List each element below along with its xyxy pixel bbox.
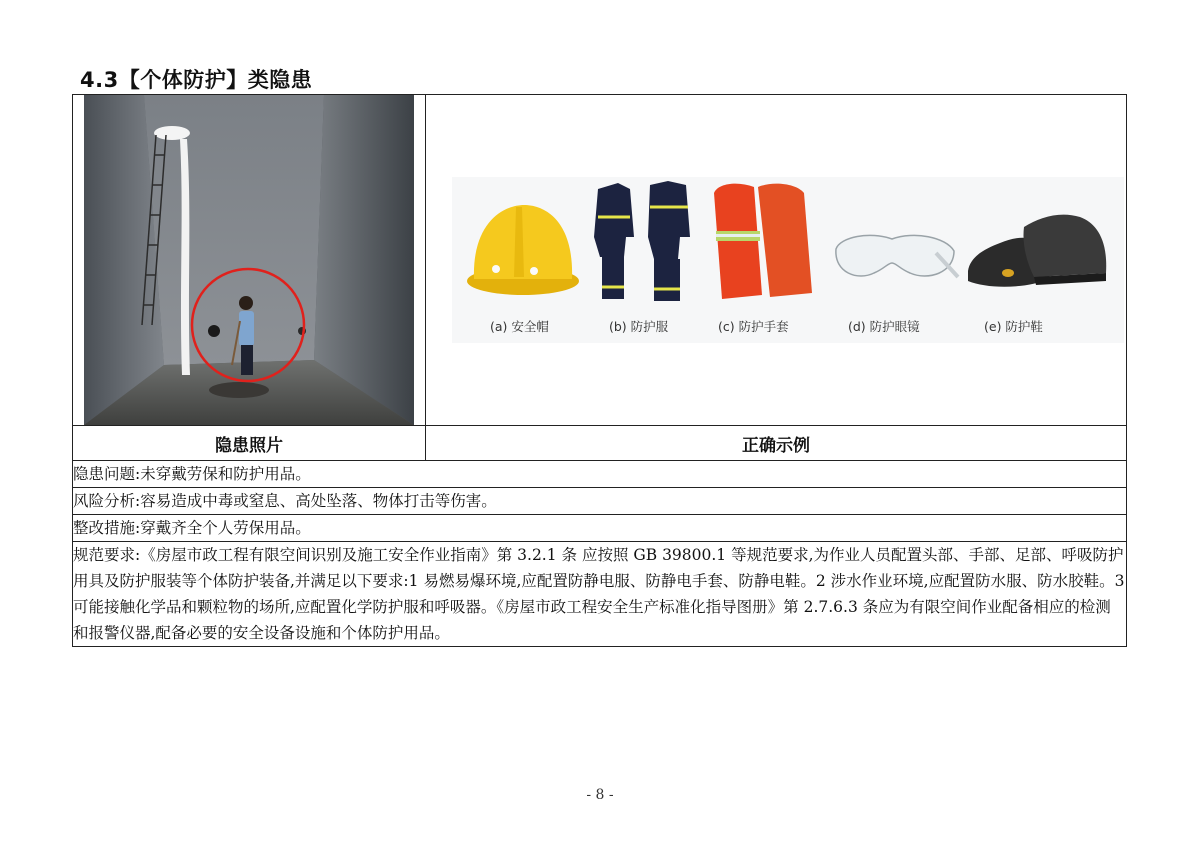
goggles-icon	[830, 177, 960, 307]
ppe-label-suit: (b) 防护服	[609, 319, 669, 334]
correct-example-cell	[426, 95, 1127, 426]
gloves-icon	[708, 177, 820, 307]
page-number: - 8 -	[586, 787, 614, 803]
ppe-panel	[452, 177, 1124, 343]
ppe-label-shoes: (e) 防护鞋	[984, 319, 1043, 334]
hazard-problem: 隐患问题:未穿戴劳保和防护用品。	[73, 461, 1127, 488]
ppe-label-helmet: (a) 安全帽	[490, 319, 549, 334]
rectification-measures: 整改措施:穿戴齐全个人劳保用品。	[73, 515, 1127, 542]
hazard-table	[72, 94, 1127, 647]
risk-analysis: 风险分析:容易造成中毒或窒息、高处坠落、物体打击等伤害。	[73, 488, 1127, 515]
hazard-photo-caption: 隐患照片	[73, 426, 426, 461]
hazard-photo	[84, 95, 414, 425]
correct-example-caption: 正确示例	[426, 426, 1127, 461]
hazard-photo-cell	[73, 95, 426, 426]
specification-requirements: 规范要求:《房屋市政工程有限空间识别及施工安全作业指南》第 3.2.1 条 应按照 GB 39800.1 等规范要求,为作业人员配置头部、手部、足部、呼吸防护用具及防护服装等个体防护装备,并满足以下要求:1 易燃易爆环境,应配置防静电服、防静电手套、防静电鞋。2 涉水作业环境,应配置防水服、防水胶鞋。3 可能接触化学品和颗粒物的场所,应配置化学防护服和呼吸器。《房屋市政工程安全生产标准化指导图册》第 2.7.6.3 条应为有限空间作业配备相应的检测和报警仪器,配备必要的安全设备设施和个体防护用品。	[73, 542, 1127, 647]
safety-shoes-icon	[964, 177, 1114, 307]
helmet-icon	[464, 177, 582, 307]
ppe-label-gloves: (c) 防护手套	[718, 319, 789, 334]
ppe-label-goggles: (d) 防护眼镜	[848, 319, 920, 334]
protective-suit-icon	[590, 177, 694, 307]
section-title: 4.3【个体防护】类隐患	[80, 68, 313, 92]
